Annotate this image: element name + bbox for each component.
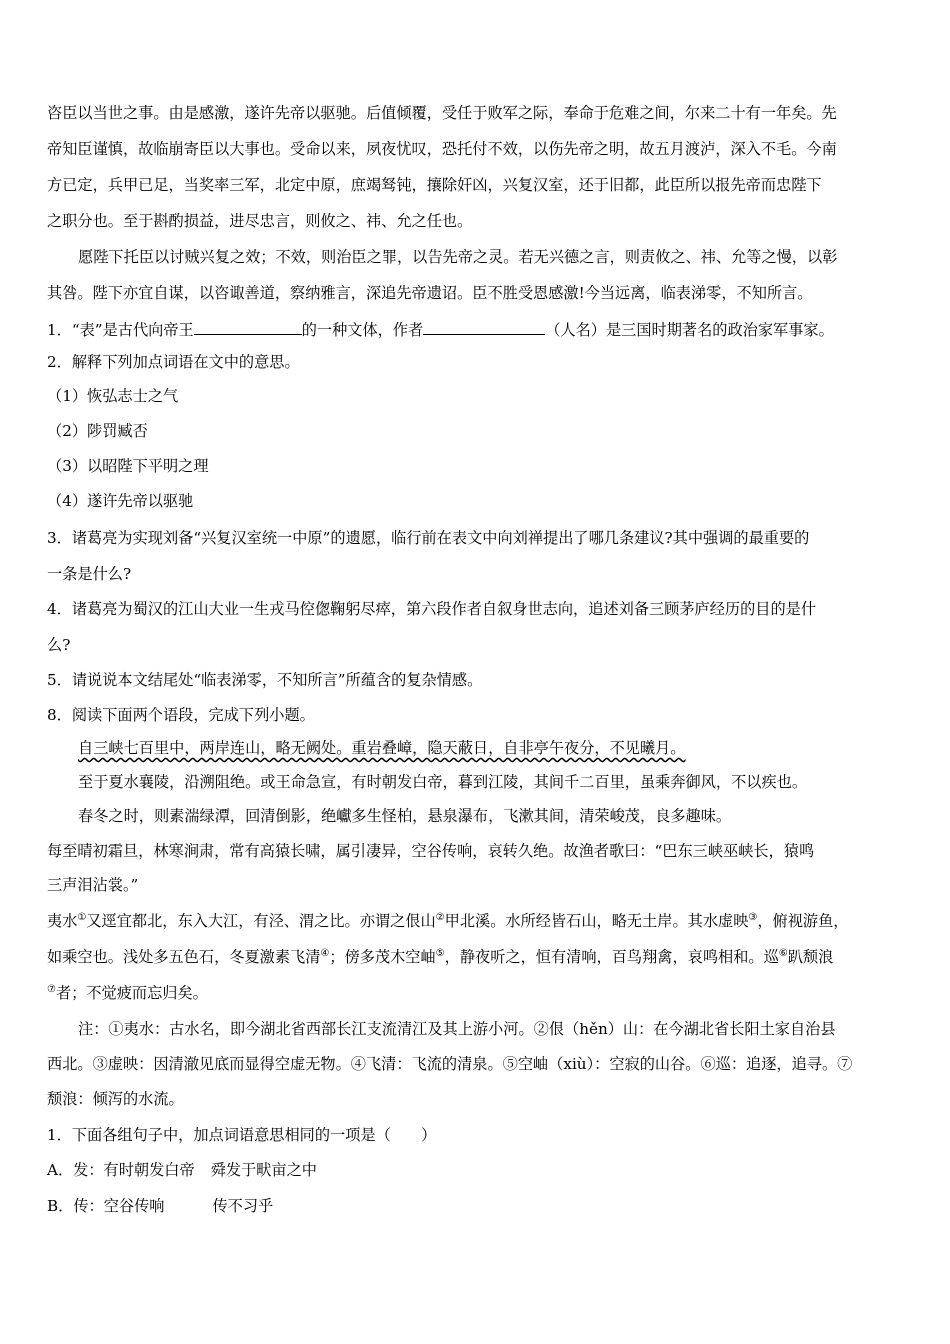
footnote-marker: ⑤ xyxy=(435,947,445,959)
question-2-1: 1．下面各组句子中，加点词语意思相同的一项是（ ） xyxy=(47,1126,437,1144)
question-2-item: （4）遂许先帝以驱驰 xyxy=(47,492,194,510)
footnote-marker: ⑥ xyxy=(778,947,788,959)
passage3-text: 夷水 xyxy=(47,912,78,930)
footnote-marker: ② xyxy=(435,911,445,923)
notes-line: 注：①夷水：古水名，即今湖北省西部长江支流清江及其上游小河。②佷（hěn）山：在今湖北省长阳土家自治县 xyxy=(78,1020,836,1038)
passage2-line: 至于夏水襄陵，沿溯阻绝。或王命急宣，有时朝发白帝，暮到江陵，其间千二百里，虽乘奔御风，不以疾也。 xyxy=(78,773,807,791)
footnote-marker: ③ xyxy=(748,911,758,923)
passage3-line xyxy=(47,911,848,931)
question-2-item: （1）恢弘志士之气 xyxy=(47,387,179,405)
passage1-line: 愿陛下托臣以讨贼兴复之效；不效，则治臣之罪，以告先帝之灵。若无兴德之言，则责攸之、祎、允等之慢，以彰 xyxy=(78,248,838,266)
question-2: 2．解释下列加点词语在文中的意思。 xyxy=(47,353,300,371)
passage3-text: 趴颓浪 xyxy=(787,948,834,966)
passage1-line: 咨臣以当世之事。由是感激，遂许先帝以驱驰。后值倾覆，受任于败军之际，奉命于危难之间，尔来二十有一年矣。先 xyxy=(47,104,837,122)
passage3-text: 者；不觉疲而忘归矣。 xyxy=(55,984,208,1002)
answer-blank-genre[interactable] xyxy=(194,318,302,335)
option-b xyxy=(47,1196,273,1216)
passage3-text: ；傍多茂木空岫 xyxy=(329,948,436,966)
passage3-text: 又逕宜都北，东入大江，有泾、渭之比。亦谓之佷山 xyxy=(86,912,436,930)
option-b-text: B．传：空谷传响 xyxy=(47,1197,165,1215)
question-1 xyxy=(47,318,834,340)
footnote-marker: ④ xyxy=(320,947,330,959)
passage3-line xyxy=(47,947,833,967)
passage2-line: 春冬之时，则素湍绿潭，回清倒影，绝巘多生怪柏，悬泉瀑布，飞漱其间，清荣峻茂，良多趣味。 xyxy=(78,807,732,825)
question-1-text-a: 1．“表”是古代向帝王 xyxy=(47,321,194,339)
footnote-marker: ⑦ xyxy=(47,983,56,995)
passage2-line xyxy=(78,738,686,758)
question-5: 5．请说说本文结尾处“临表涕零，不知所言”所蕴含的复杂情感。 xyxy=(47,671,483,689)
question-8: 8．阅读下面两个语段，完成下列小题。 xyxy=(47,706,315,724)
passage2-line: 三声泪沾裳。” xyxy=(47,876,139,894)
passage3-line xyxy=(47,983,208,1003)
question-3: 3．诸葛亮为实现刘备“兴复汉室统一中原”的遗愿，临行前在表文中向刘禅提出了哪几条建议?其中强调的最重要的 xyxy=(47,529,810,547)
passage3-text: ，俯视游鱼， xyxy=(757,912,849,930)
passage2-line: 每至晴初霜旦，林寒涧肃，常有高猿长啸，属引凄异，空谷传响，哀转久绝。故渔者歌曰：“巴东三峡巫峡长，猿鸣 xyxy=(47,842,815,860)
question-4: 4．诸葛亮为蜀汉的江山大业一生戎马倥偬鞠躬尽瘁，第六段作者自叙身世志向，追述刘备三顾茅庐经历的目的是什 xyxy=(47,600,817,618)
question-2-item: （3）以昭陛下平明之理 xyxy=(47,457,209,475)
notes-line: 颓浪：倾泻的水流。 xyxy=(47,1090,184,1108)
question-4-cont: 么? xyxy=(47,636,71,654)
question-3-cont: 一条是什么? xyxy=(47,565,132,583)
passage2-line-text: 自三峡七百里中，两岸连山，略无阙处。重岩叠嶂，隐天蔽日，自非亭午夜分，不见曦月。 xyxy=(78,739,686,757)
passage1-line: 方已定，兵甲已足，当奖率三军，北定中原，庶竭驽钝，攘除奸凶，兴复汉室，还于旧都，此臣所以报先帝而忠陛下 xyxy=(47,176,822,194)
answer-blank-author[interactable] xyxy=(423,318,545,335)
option-a-compare: 舜发于畎亩之中 xyxy=(210,1161,317,1179)
passage1-line: 帝知臣谨慎，故临崩寄臣以大事也。受命以来，夙夜忧叹，恐托付不效，以伤先帝之明，故五月渡泸，深入不毛。今南 xyxy=(47,140,837,158)
option-b-compare: 传不习乎 xyxy=(212,1197,274,1215)
passage3-text: 甲北溪。水所经皆石山，略无土岸。其水虚映 xyxy=(444,912,749,930)
footnote-marker: ① xyxy=(77,911,87,923)
notes-line: 西北。③虚映：因清澈见底而显得空虚无物。④飞清：飞流的清泉。⑤空岫（xiù）：空寂的山谷。⑥巡：追逐，追寻。⑦ xyxy=(47,1055,853,1073)
question-2-item: （2）陟罚臧否 xyxy=(47,422,148,440)
passage3-text: ，静夜听之，恒有清响，百鸟翔禽，哀鸣相和。巡 xyxy=(444,948,779,966)
question-1-text-c: （人名）是三国时期著名的政治家军事家。 xyxy=(545,321,834,339)
option-a xyxy=(47,1160,317,1180)
option-a-text: A．发：有时朝发白帝 xyxy=(47,1161,195,1179)
passage1-line: 其咎。陛下亦宜自谋，以咨诹善道，察纳雅言，深追先帝遗诏。臣不胜受恩感激!今当远离，临表涕零，不知所言。 xyxy=(47,284,813,302)
passage1-line: 之职分也。至于斟酌损益，进尽忠言，则攸之、祎、允之任也。 xyxy=(47,212,473,230)
passage3-text: 如乘空也。浅处多五色石，冬夏激素飞清 xyxy=(47,948,321,966)
question-1-text-b: 的一种文体，作者 xyxy=(301,321,424,339)
